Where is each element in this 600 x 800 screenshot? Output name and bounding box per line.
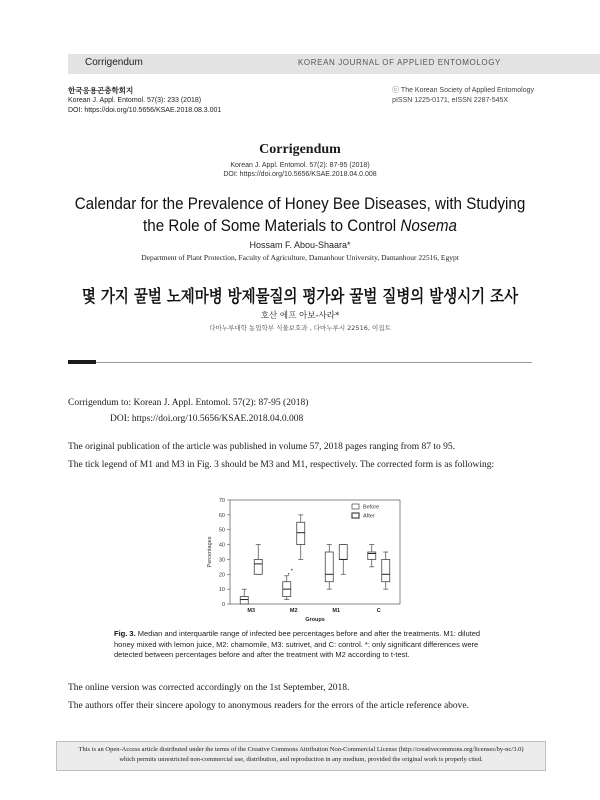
title-line-2-text: the Role of Some Materials to Control xyxy=(143,217,401,235)
running-header xyxy=(68,54,600,74)
korean-title: 몇 가지 꿀벌 노제마병 방제물질의 평가와 꿀벌 질병의 발생시기 조사 xyxy=(81,287,519,307)
author-affiliation: Department of Plant Protection, Faculty of Agriculture, Damanhour University, Damanhour 22516, Egypt xyxy=(141,253,459,262)
paragraph-3: The online version was corrected accordingly on the 1st September, 2018. xyxy=(68,683,350,693)
title-italic-word: Nosema xyxy=(400,217,457,235)
journal-meta xyxy=(68,86,221,116)
corrigendum-citation: Korean J. Appl. Entomol. 57(2): 87-95 (2018) xyxy=(230,162,370,169)
box-after xyxy=(297,522,305,544)
license-footer xyxy=(56,741,546,771)
title-line-2 xyxy=(61,215,539,237)
box-plot-chart xyxy=(200,494,410,624)
license-line-1: This is an Open-Access article distributed under the terms of the Creative Commons Attribution Non-Commercial License (http://creativecommons.org/licenses/by-nc/3.0) xyxy=(78,746,524,753)
korean-affiliation: 다마누루대학 농업학부 식물보호과 , 다마누루시 22516, 이집트 xyxy=(209,324,391,332)
corrigendum-citation-block xyxy=(0,161,600,179)
corrigendum-heading: Corrigendum xyxy=(259,142,341,157)
title-line-1: Calendar for the Prevalence of Honey Bee Diseases, with Studying xyxy=(74,195,526,213)
society-meta xyxy=(392,86,534,106)
journal-doi: DOI: https://doi.org/10.5656/KSAE.2018.08.3.001 xyxy=(68,107,222,114)
box-before xyxy=(325,552,333,582)
article-title xyxy=(61,193,539,237)
box-after xyxy=(382,559,390,581)
box-before xyxy=(240,597,248,604)
paragraph-2: The tick legend of M1 and M3 in Fig. 3 should be M3 and M1, respectively. The corrected form is as following: xyxy=(68,460,495,470)
corrigendum-doi: DOI: https://doi.org/10.5656/KSAE.2018.04.0.008 xyxy=(223,171,377,178)
figure-caption xyxy=(114,629,494,661)
author-name: Hossam F. Abou-Shaara* xyxy=(249,240,351,250)
header-margin xyxy=(0,54,68,74)
corrigendum-to-doi: DOI: https://doi.org/10.5656/KSAE.2018.04.0.008 xyxy=(110,414,304,424)
legend-swatch-after xyxy=(352,513,359,518)
journal-citation: Korean J. Appl. Entomol. 57(3): 233 (2018) xyxy=(68,97,202,104)
box-after xyxy=(339,545,347,560)
box-after xyxy=(254,559,262,574)
figure-3 xyxy=(200,494,410,624)
significance-star: * xyxy=(290,568,294,575)
y-axis-label: Percentages xyxy=(207,536,213,568)
y-tick-label: 50 xyxy=(218,527,225,534)
section-rule-thin xyxy=(96,362,532,363)
y-tick-label: 20 xyxy=(218,572,225,579)
copyright-line: ⓒ The Korean Society of Applied Entomology xyxy=(392,87,534,94)
y-tick-label: 0 xyxy=(221,602,225,608)
legend-swatch-before xyxy=(352,504,359,509)
x-tick-label: M1 xyxy=(332,608,341,614)
journal-name: KOREAN JOURNAL OF APPLIED ENTOMOLOGY xyxy=(298,58,501,67)
paragraph-1: The original publication of the article was published in volume 57, 2018 pages ranging from 87 to 95. xyxy=(68,442,456,452)
y-tick-label: 10 xyxy=(218,587,225,594)
x-tick-label: C xyxy=(376,608,381,614)
y-tick-label: 40 xyxy=(218,542,225,549)
issn-line: pISSN 1225-0171, eISSN 2287-545X xyxy=(392,97,509,104)
y-tick-label: 30 xyxy=(218,557,225,564)
journal-korean-name: 한국응용곤충학회지 xyxy=(68,86,134,95)
figure-caption-text: Median and interquartile range of infected bee percentages before and after the treatments. M1: diluted honey mixed with lemon juice, M2: chamomile, M3: sutrivet, and C: control. *: only significant differences were detected between percentages before and after the treatment with M2 according to t-test. xyxy=(114,629,481,659)
legend-label-before: Before xyxy=(363,504,380,511)
x-tick-label: M2 xyxy=(289,608,298,614)
korean-author: 호산 에프 아보-사라* xyxy=(260,311,340,321)
section-rule-thick xyxy=(68,360,96,364)
corrigendum-to-text: Corrigendum to: Korean J. Appl. Entomol. 57(2): 87-95 (2018) xyxy=(68,398,309,408)
y-tick-label: 60 xyxy=(218,512,225,519)
x-axis-label: Groups xyxy=(305,617,325,623)
y-tick-label: 70 xyxy=(218,498,225,504)
outlier-point: • xyxy=(287,571,290,578)
section-label: Corrigendum xyxy=(85,57,143,68)
figure-label: Fig. 3. xyxy=(114,629,136,638)
x-tick-label: M3 xyxy=(247,608,256,614)
license-line-2: which permits unrestricted non-commercial use, distribution, and reproduction in any medium, provided the original work is properly cited. xyxy=(119,756,483,763)
legend-label-after: After xyxy=(363,513,375,520)
paragraph-4: The authors offer their sincere apology to anonymous readers for the errors of the article reference above. xyxy=(68,701,470,711)
